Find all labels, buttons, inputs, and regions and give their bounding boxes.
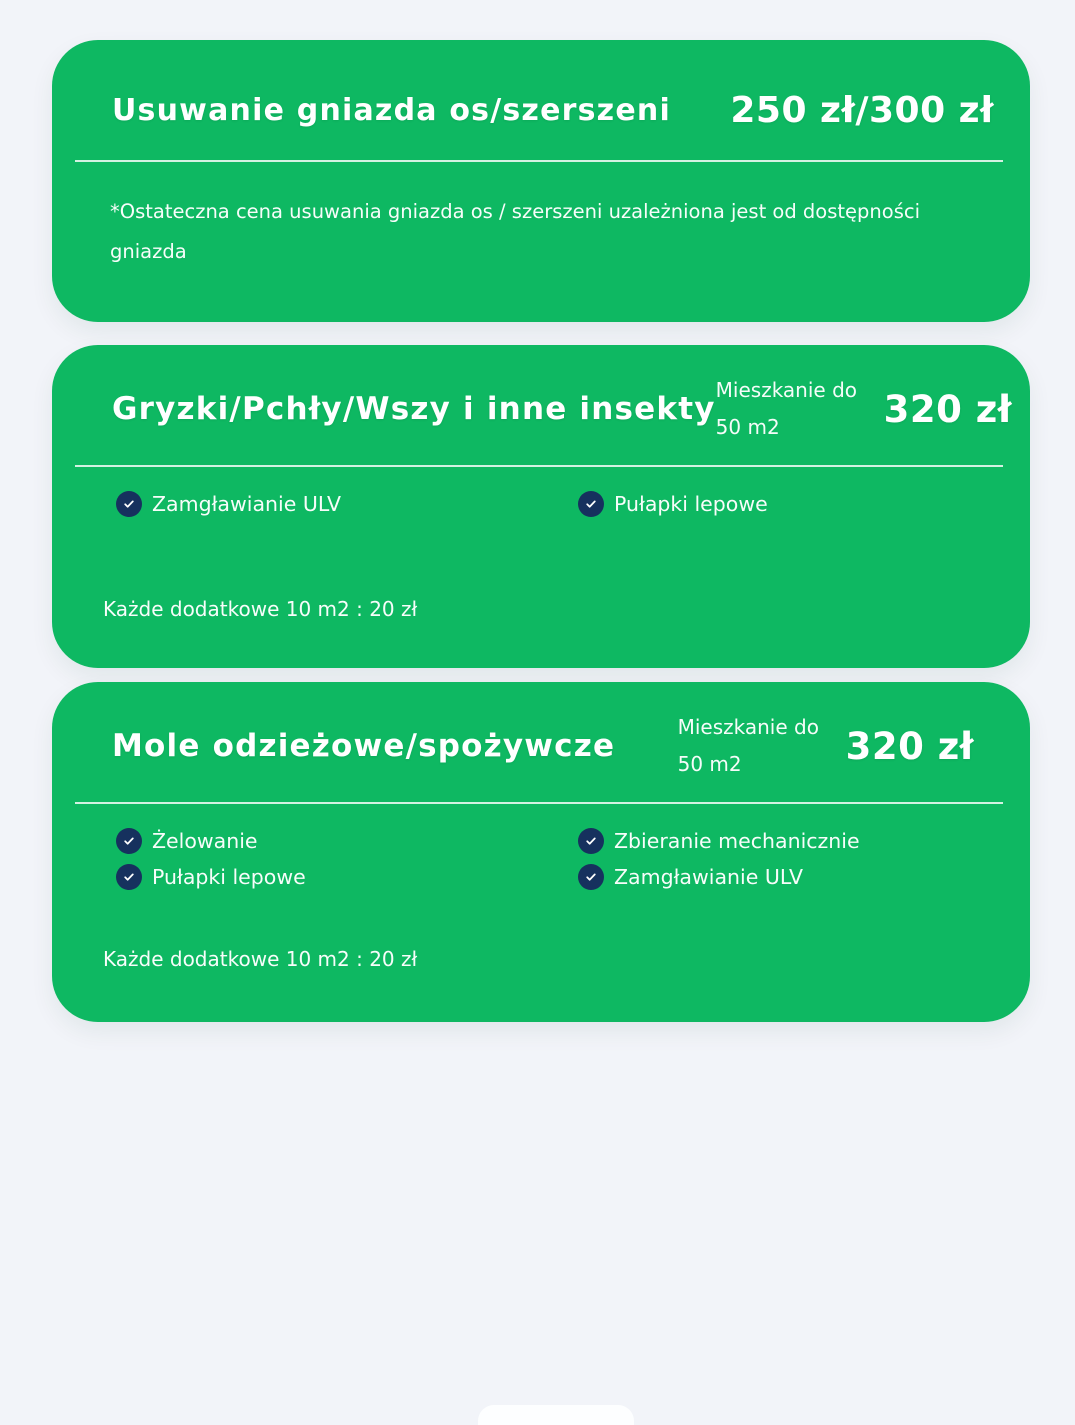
feature-item [578, 828, 1000, 854]
scope-label [716, 372, 884, 446]
price-card-moths [52, 682, 1030, 1022]
check-icon [578, 828, 604, 854]
card-price: 250 zł/300 zł [730, 89, 994, 131]
scope-label [678, 709, 846, 783]
card-title: Gryzki/Pchły/Wszy i inne insekty [112, 391, 716, 427]
card-price: 320 zł [883, 387, 1013, 431]
header-right [678, 709, 974, 783]
check-icon [578, 491, 604, 517]
scope-line: 50 m2 [715, 415, 780, 439]
feature-list [52, 467, 1030, 517]
card-title: Usuwanie gniazda os/szerszeni [112, 92, 671, 128]
disclaimer-line: gniazda [110, 240, 187, 263]
feature-label: Pułapki lepowe [152, 865, 306, 889]
card-header [52, 40, 1030, 160]
header-right [716, 372, 1012, 446]
price-card-wasp-nest [52, 40, 1030, 322]
feature-label: Zamgławianie ULV [152, 492, 342, 516]
feature-item [578, 491, 1000, 517]
feature-item [116, 864, 578, 890]
feature-list [52, 804, 1030, 890]
feature-label: Żelowanie [152, 829, 258, 853]
feature-label: Zamgławianie ULV [614, 865, 804, 889]
scope-line: Mieszkanie do [715, 378, 858, 402]
price-card-insects [52, 345, 1030, 668]
feature-label: Pułapki lepowe [614, 492, 768, 516]
extra-area-note: Każde dodatkowe 10 m2 : 20 zł [103, 597, 418, 621]
card-header [52, 345, 1030, 465]
feature-item [116, 828, 578, 854]
check-icon [578, 864, 604, 890]
card-header [52, 682, 1030, 802]
next-card-peek [478, 1405, 634, 1425]
feature-item [578, 864, 1000, 890]
extra-area-note: Każde dodatkowe 10 m2 : 20 zł [103, 947, 418, 971]
card-title: Mole odzieżowe/spożywcze [112, 728, 616, 764]
check-icon [116, 864, 142, 890]
check-icon [116, 828, 142, 854]
scope-line: Mieszkanie do [677, 715, 819, 739]
scope-line: 50 m2 [677, 752, 742, 776]
feature-label: Zbieranie mechanicznie [614, 829, 860, 853]
disclaimer-line: *Ostateczna cena usuwania gniazda os / szerszeni uzależniona jest od dostępności [110, 200, 920, 223]
card-price: 320 zł [845, 724, 974, 768]
price-disclaimer [52, 162, 1030, 272]
feature-item [116, 491, 578, 517]
check-icon [116, 491, 142, 517]
